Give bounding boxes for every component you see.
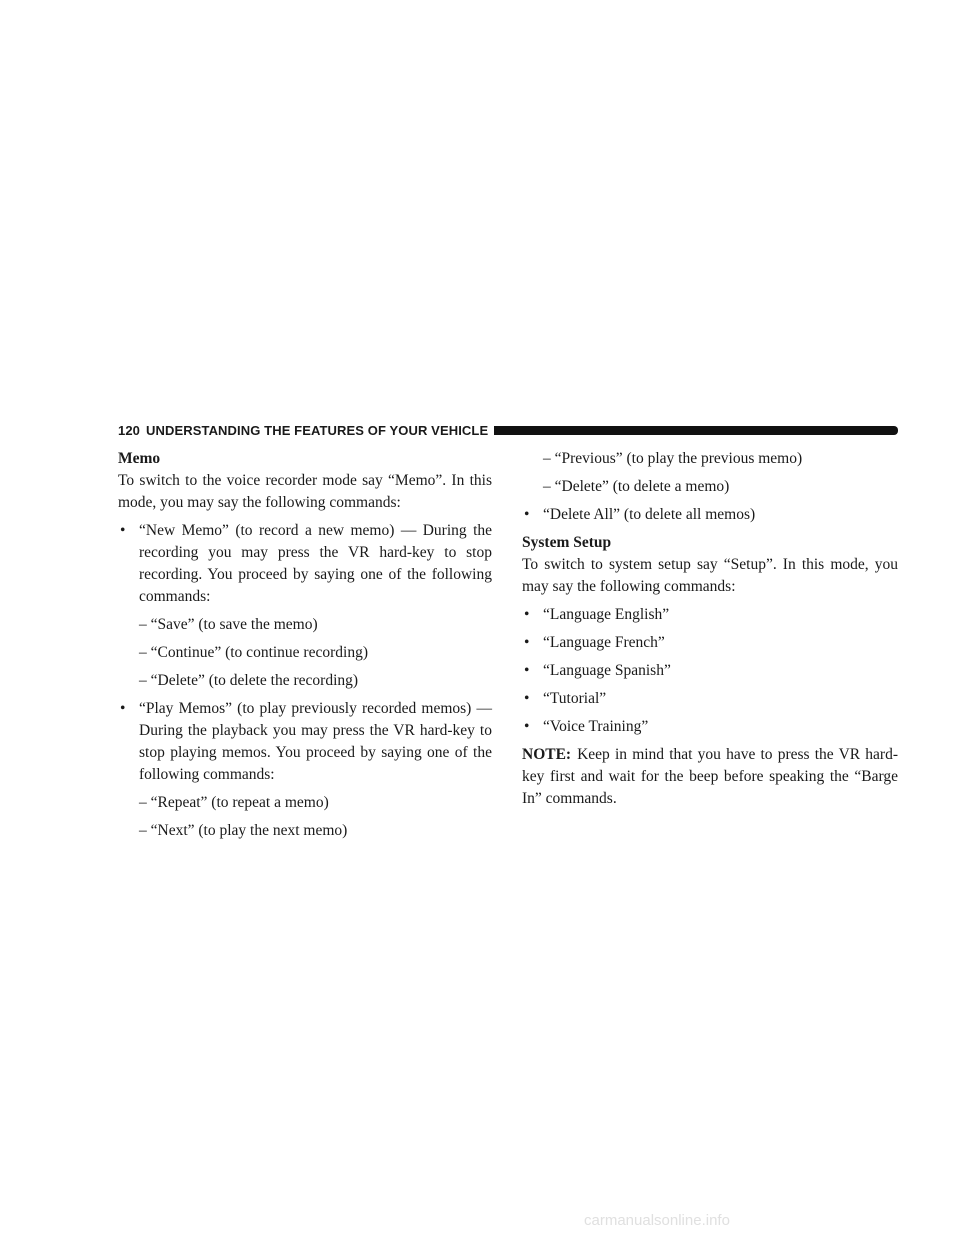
left-column <box>118 448 492 848</box>
bullet-text: “Delete All” (to delete all memos) <box>543 506 756 523</box>
command-next: – “Next” (to play the next memo) <box>139 822 348 839</box>
bullet-icon: • <box>524 662 530 679</box>
command-save: – “Save” (to save the memo) <box>139 616 318 633</box>
bullet-new-memo <box>118 520 492 608</box>
page-number: 120 <box>118 422 140 438</box>
note-block <box>522 744 898 810</box>
right-column <box>522 448 898 810</box>
system-setup-heading: System Setup <box>522 534 612 551</box>
bullet-text: “Voice Training” <box>543 718 649 735</box>
command-previous: – “Previous” (to play the previous memo) <box>543 450 803 467</box>
bullet-text: “Language English” <box>543 606 670 623</box>
bullet-text: “Play Memos” (to play previously recorded memos) — During the playback you may press the VR hard-key to stop playing memos. You proceed by saying one of the following commands: <box>139 700 492 783</box>
page-header <box>118 422 898 438</box>
bullet-voice-training <box>522 716 898 738</box>
note-label: NOTE: <box>522 746 572 763</box>
bullet-tutorial <box>522 688 898 710</box>
bullet-text: “Language French” <box>543 634 665 651</box>
command-repeat: – “Repeat” (to repeat a memo) <box>139 794 329 811</box>
bullet-play-memos <box>118 698 492 786</box>
memo-heading: Memo <box>118 450 161 467</box>
bullet-icon: • <box>524 690 530 707</box>
bullet-text: “Language Spanish” <box>543 662 671 679</box>
memo-intro: To switch to the voice recorder mode say “Memo”. In this mode, you may say the following commands: <box>118 472 492 511</box>
header-rule <box>494 426 898 435</box>
bullet-language-french <box>522 632 898 654</box>
bullet-language-english <box>522 604 898 626</box>
command-delete-recording: – “Delete” (to delete the recording) <box>139 672 359 689</box>
bullet-icon: • <box>120 700 126 717</box>
bullet-icon: • <box>524 718 530 735</box>
bullet-text: “Tutorial” <box>543 690 607 707</box>
command-continue: – “Continue” (to continue recording) <box>139 644 368 661</box>
system-setup-intro: To switch to system setup say “Setup”. In this mode, you may say the following commands: <box>522 556 898 595</box>
bullet-delete-all <box>522 504 898 526</box>
bullet-icon: • <box>524 634 530 651</box>
bullet-text: “New Memo” (to record a new memo) — During the recording you may press the VR hard-key to stop recording. You proceed by saying one of the following commands: <box>139 522 492 605</box>
bullet-icon: • <box>524 606 530 623</box>
bullet-language-spanish <box>522 660 898 682</box>
command-delete-memo: – “Delete” (to delete a memo) <box>543 478 730 495</box>
note-text: Keep in mind that you have to press the VR hard-key first and wait for the beep before speaking the “Barge In” commands. <box>522 746 898 807</box>
bullet-icon: • <box>524 506 530 523</box>
watermark: carmanualsonline.info <box>584 1212 730 1229</box>
section-title: UNDERSTANDING THE FEATURES OF YOUR VEHICLE <box>146 422 489 438</box>
bullet-icon: • <box>120 522 126 539</box>
